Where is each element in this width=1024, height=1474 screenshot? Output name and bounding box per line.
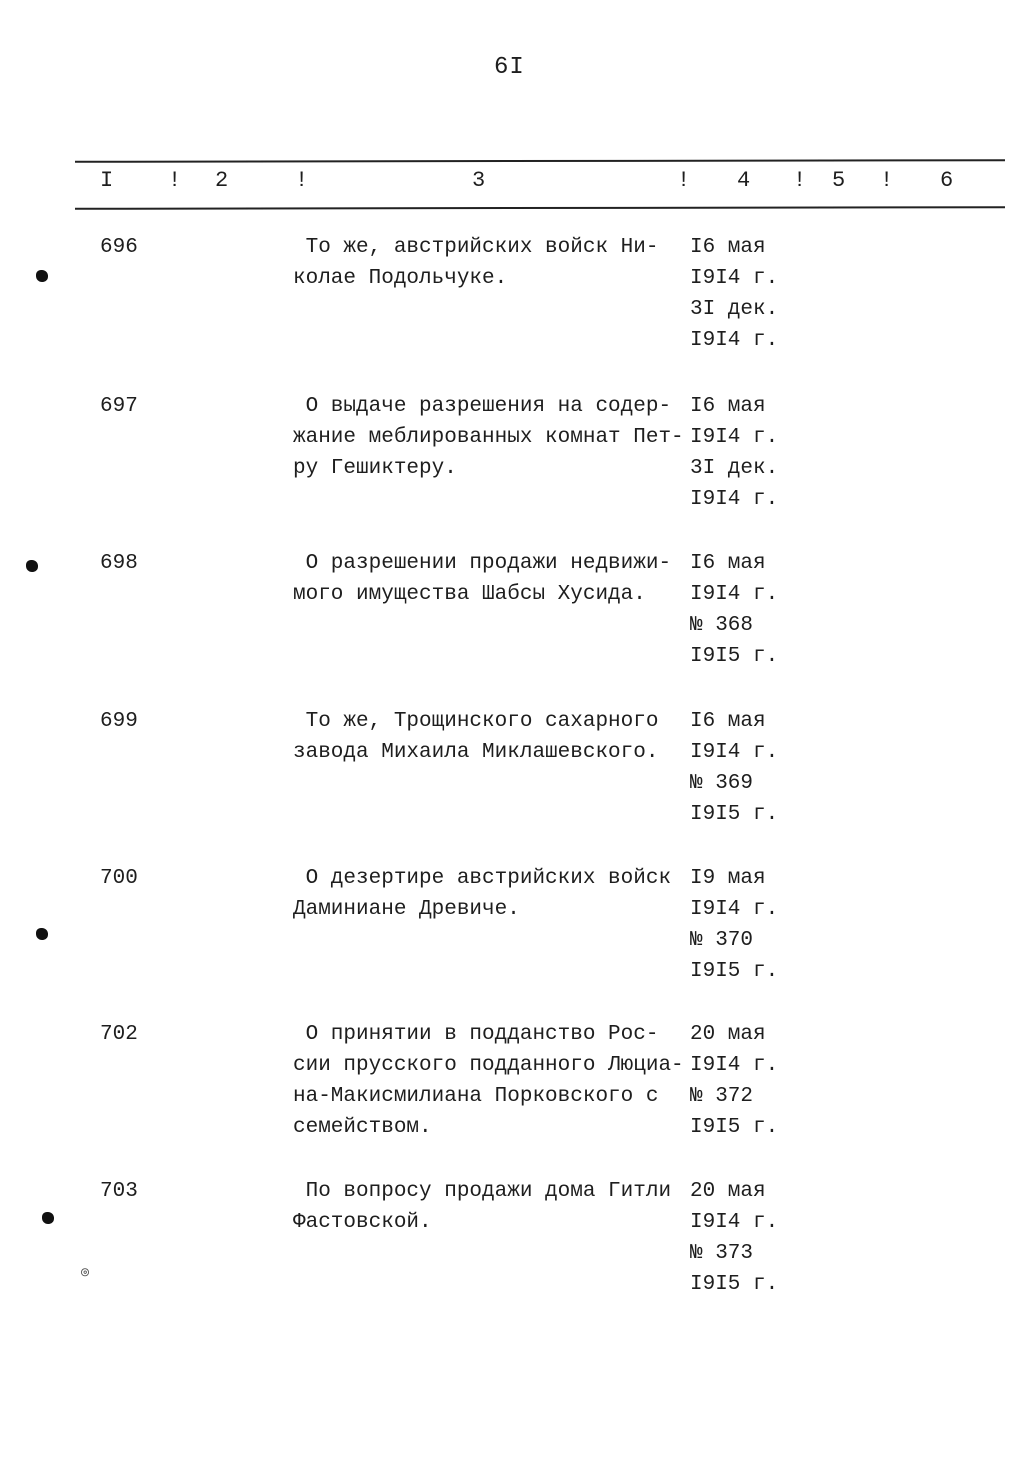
- entry-dates: [690, 1176, 778, 1300]
- page-number: 6I: [494, 54, 525, 81]
- date-line: I9I5 г.: [690, 645, 779, 668]
- date-line: I6 мая: [690, 710, 766, 733]
- date-line: I6 мая: [690, 395, 766, 418]
- date-line: 3I дек.: [690, 298, 779, 321]
- description-line: По вопросу продажи дома Гитли: [293, 1180, 672, 1203]
- date-line: I6 мая: [690, 236, 766, 259]
- entry-dates: [690, 706, 778, 830]
- description-line: Даминиане Древиче.: [293, 898, 520, 921]
- description-line: О дезертире австрийских войск: [293, 867, 672, 890]
- description-line: сии прусского подданного Люциа-: [293, 1054, 684, 1077]
- date-line: 3I дек.: [690, 457, 779, 480]
- date-line: I9I4 г.: [690, 583, 779, 606]
- date-line: I9I5 г.: [690, 1273, 779, 1296]
- column-separator: !: [677, 168, 691, 193]
- column-separator: !: [880, 168, 894, 193]
- entry-dates: [690, 863, 778, 987]
- column-header: 6: [940, 168, 954, 193]
- entry-number: 698: [100, 552, 138, 575]
- date-line: № 373: [690, 1242, 754, 1265]
- description-line: Фастовской.: [293, 1211, 432, 1234]
- date-line: № 372: [690, 1085, 754, 1108]
- punch-hole-4: [42, 1212, 54, 1224]
- column-header: 3: [472, 168, 486, 193]
- column-separator: !: [295, 168, 309, 193]
- table-header: [0, 168, 1024, 198]
- stamp-mark: ၜ: [80, 1262, 91, 1282]
- date-line: I9I4 г.: [690, 488, 779, 511]
- date-line: № 369: [690, 772, 754, 795]
- column-header: 4: [737, 168, 751, 193]
- entry-description: [293, 863, 688, 925]
- entry-number: 700: [100, 867, 138, 890]
- description-line: ру Гешиктеру.: [293, 457, 457, 480]
- date-line: 20 мая: [690, 1023, 766, 1046]
- date-line: I9I4 г.: [690, 1054, 779, 1077]
- header-rule-top: [75, 159, 1005, 163]
- date-line: I9I5 г.: [690, 960, 779, 983]
- date-line: I9I4 г.: [690, 426, 779, 449]
- entry-number: 699: [100, 710, 138, 733]
- date-line: I9I4 г.: [690, 1211, 779, 1234]
- entry-number: 703: [100, 1180, 138, 1203]
- description-line: О принятии в подданство Рос-: [293, 1023, 659, 1046]
- entry-number: 696: [100, 236, 138, 259]
- entry-description: [293, 548, 688, 610]
- entry-description: [293, 391, 688, 484]
- entry-description: [293, 232, 688, 294]
- date-line: I6 мая: [690, 552, 766, 575]
- column-header: 2: [215, 168, 229, 193]
- description-line: То же, австрийских войск Ни-: [293, 236, 659, 259]
- date-line: I9I4 г.: [690, 329, 779, 352]
- entry-number: 702: [100, 1023, 138, 1046]
- punch-hole-3: [36, 928, 48, 940]
- header-rule-bottom: [75, 206, 1005, 210]
- description-line: жание меблированных комнат Пет-: [293, 426, 684, 449]
- date-line: I9 мая: [690, 867, 766, 890]
- entry-dates: [690, 391, 778, 515]
- description-line: колае Подольчуке.: [293, 267, 508, 290]
- entry-dates: [690, 232, 778, 356]
- entry-description: [293, 1176, 688, 1238]
- entry-number: 697: [100, 395, 138, 418]
- entry-description: [293, 706, 688, 768]
- date-line: I9I5 г.: [690, 803, 779, 826]
- date-line: I9I5 г.: [690, 1116, 779, 1139]
- column-header: 5: [832, 168, 846, 193]
- entry-dates: [690, 1019, 778, 1143]
- date-line: I9I4 г.: [690, 267, 779, 290]
- date-line: I9I4 г.: [690, 741, 779, 764]
- column-header: I: [100, 168, 114, 193]
- column-separator: !: [793, 168, 807, 193]
- description-line: завода Михаила Миклашевского.: [293, 741, 659, 764]
- description-line: мого имущества Шабсы Хусида.: [293, 583, 646, 606]
- date-line: № 368: [690, 614, 754, 637]
- description-line: О разрешении продажи недвижи-: [293, 552, 672, 575]
- description-line: О выдаче разрешения на содер-: [293, 395, 672, 418]
- description-line: семейством.: [293, 1116, 432, 1139]
- description-line: на-Макисмилиана Порковского с: [293, 1085, 659, 1108]
- punch-hole-1: [36, 270, 48, 282]
- entry-description: [293, 1019, 688, 1143]
- entry-dates: [690, 548, 778, 672]
- punch-hole-2: [26, 560, 38, 572]
- column-separator: !: [168, 168, 182, 193]
- date-line: I9I4 г.: [690, 898, 779, 921]
- description-line: То же, Трощинского сахарного: [293, 710, 659, 733]
- date-line: 20 мая: [690, 1180, 766, 1203]
- date-line: № 370: [690, 929, 754, 952]
